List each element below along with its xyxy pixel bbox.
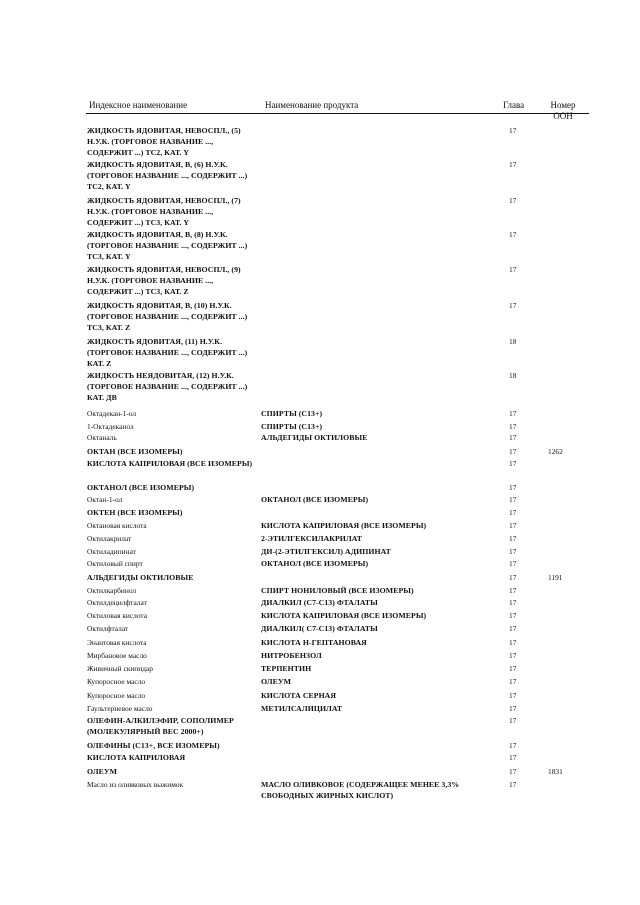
product-name-cell: СПИРТЫ (С13+) [261, 409, 323, 418]
header-index-name: Индексное наименование [89, 100, 188, 110]
index-name-cell: Мирбановое масло [87, 651, 147, 660]
chapter-cell: 17 [509, 521, 517, 530]
index-name-cell: ОЛЕУМ [87, 767, 118, 776]
product-name-cell: АЛЬДЕГИДЫ ОКТИЛОВЫЕ [261, 433, 368, 442]
index-name-cell: КИСЛОТА КАПРИЛОВАЯ (ВСЕ ИЗОМЕРЫ) [87, 459, 253, 468]
un-number-cell: 1191 [548, 573, 563, 582]
product-name-cell: КИСЛОТА КАПРИЛОВАЯ (ВСЕ ИЗОМЕРЫ) [261, 611, 427, 620]
product-name-cell: ТЕРПЕНТИН [261, 664, 312, 673]
index-name-cell: Октилкарбинол [87, 586, 137, 595]
chapter-cell: 17 [509, 422, 517, 431]
chapter-cell: 17 [509, 126, 517, 135]
chapter-cell: 17 [509, 691, 517, 700]
chapter-cell: 17 [509, 160, 517, 169]
index-name-cell: 1-Октадеканол [87, 422, 134, 431]
chapter-cell: 17 [509, 780, 517, 789]
index-name-cell: Масло из оливковых выжимок [87, 780, 184, 789]
product-name-cell: КИСЛОТА Н-ГЕПТАНОВАЯ [261, 638, 367, 647]
index-name-cell: Купоросное масло [87, 677, 146, 686]
chapter-cell: 17 [509, 483, 517, 492]
chapter-cell: 17 [509, 598, 517, 607]
index-name-cell: Живичный скипидар [87, 664, 153, 673]
index-name-cell: ОЛЕФИН-АЛКИЛЭФИР, СОПОЛИМЕР (МОЛЕКУЛЯРНЫЙ ВЕС 2000+) [87, 716, 234, 736]
chapter-cell: 17 [509, 624, 517, 633]
index-name-cell: Октилфталат [87, 624, 129, 633]
chapter-cell: 17 [509, 753, 517, 762]
index-name-cell: Октилдецилфталат [87, 598, 147, 607]
chapter-cell: 17 [509, 547, 517, 556]
chapter-cell: 17 [509, 716, 517, 725]
index-name-cell: ОЛЕФИНЫ (С13+, ВСЕ ИЗОМЕРЫ) [87, 741, 220, 750]
index-name-cell: ОКТЕН (ВСЕ ИЗОМЕРЫ) [87, 508, 183, 517]
product-name-cell: ОЛЕУМ [261, 677, 292, 686]
product-name-cell: МАСЛО ОЛИВКОВОЕ (СОДЕРЖАЩЕЕ МЕНЕЕ 3,3% СВОБОДНЫХ ЖИРНЫХ КИСЛОТ) [261, 780, 460, 800]
index-name-cell: Гаультериевое масло [87, 704, 153, 713]
index-name-cell: ЖИДКОСТЬ ЯДОВИТАЯ, НЕВОСПЛ., (7) Н.У.К. (ТОРГОВОЕ НАЗВАНИЕ ..., СОДЕРЖИТ ...) ТС3, КАТ. Y [87, 196, 241, 227]
index-name-cell: Октановая кислота [87, 521, 147, 530]
index-name-cell: КИСЛОТА КАПРИЛОВАЯ [87, 753, 186, 762]
index-name-cell: Октаналь [87, 433, 117, 442]
index-name-cell: Купоросное масло [87, 691, 146, 700]
index-name-cell: АЛЬДЕГИДЫ ОКТИЛОВЫЕ [87, 573, 194, 582]
chapter-cell: 17 [509, 508, 517, 517]
chapter-cell: 17 [509, 638, 517, 647]
index-name-cell: ЖИДКОСТЬ ЯДОВИТАЯ, НЕВОСПЛ., (5) Н.У.К. (ТОРГОВОЕ НАЗВАНИЕ ..., СОДЕРЖИТ ...) ТС2, КАТ. Y [87, 126, 241, 157]
header-product-name: Наименование продукта [265, 100, 359, 110]
index-name-cell: Октиловая кислота [87, 611, 148, 620]
product-name-cell: ОКТАНОЛ (ВСЕ ИЗОМЕРЫ) [261, 495, 369, 504]
index-name-cell: ЖИДКОСТЬ ЯДОВИТАЯ, В, (10) Н.У.К. (ТОРГОВОЕ НАЗВАНИЕ ..., СОДЕРЖИТ ...) ТС3, КАТ. Z [87, 301, 248, 332]
un-number-cell: 1262 [548, 447, 563, 456]
chapter-cell: 17 [509, 459, 517, 468]
index-name-cell: Октадекан-1-ол [87, 409, 137, 418]
chapter-cell: 17 [509, 409, 517, 418]
chapter-cell: 17 [509, 534, 517, 543]
product-name-cell: КИСЛОТА КАПРИЛОВАЯ (ВСЕ ИЗОМЕРЫ) [261, 521, 427, 530]
chapter-cell: 17 [509, 230, 517, 239]
chapter-cell: 18 [509, 337, 517, 346]
index-name-cell: Октиловый спирт [87, 559, 143, 568]
header-un-number: Номер ООН [550, 100, 576, 121]
index-name-cell: ЖИДКОСТЬ ЯДОВИТАЯ, НЕВОСПЛ., (9) Н.У.К. (ТОРГОВОЕ НАЗВАНИЕ ..., СОДЕРЖИТ ...) ТС3, КАТ. Z [87, 265, 241, 296]
header-chapter: Глава [503, 100, 525, 110]
index-name-cell: ЖИДКОСТЬ НЕЯДОВИТАЯ, (12) Н.У.К. (ТОРГОВОЕ НАЗВАНИЕ ..., СОДЕРЖИТ ...) КАТ. ДВ [87, 371, 248, 402]
chapter-cell: 17 [509, 651, 517, 660]
chapter-cell: 17 [509, 586, 517, 595]
chapter-cell: 17 [509, 767, 517, 776]
index-name-cell: ЖИДКОСТЬ ЯДОВИТАЯ, В, (8) Н.У.К. (ТОРГОВОЕ НАЗВАНИЕ ..., СОДЕРЖИТ ...) ТС3, КАТ. Y [87, 230, 248, 261]
index-name-cell: Энантовая кислота [87, 638, 147, 647]
index-name-cell: Октиладипинат [87, 547, 136, 556]
chapter-cell: 17 [509, 433, 517, 442]
header-rule [86, 113, 589, 114]
chapter-cell: 17 [509, 447, 517, 456]
product-name-cell: КИСЛОТА СЕРНАЯ [261, 691, 337, 700]
product-name-cell: ДИАЛКИЛ( С7-С13) ФТАЛАТЫ [261, 624, 378, 633]
chapter-cell: 17 [509, 664, 517, 673]
product-name-cell: СПИРТ НОНИЛОВЫЙ (ВСЕ ИЗОМЕРЫ) [261, 586, 414, 595]
index-name-cell: Октилакрилат [87, 534, 132, 543]
chapter-cell: 17 [509, 196, 517, 205]
product-name-cell: 2-ЭТИЛГЕКСИЛАКРИЛАТ [261, 534, 362, 543]
index-name-cell: ЖИДКОСТЬ ЯДОВИТАЯ, (11) Н.У.К. (ТОРГОВОЕ НАЗВАНИЕ ..., СОДЕРЖИТ ...) КАТ. Z [87, 337, 248, 368]
un-number-cell: 1831 [548, 767, 563, 776]
product-name-cell: НИТРОБЕНЗОЛ [261, 651, 322, 660]
chapter-cell: 17 [509, 677, 517, 686]
product-name-cell: ДИАЛКИЛ (С7-С13) ФТАЛАТЫ [261, 598, 378, 607]
chapter-cell: 17 [509, 265, 517, 274]
chapter-cell: 17 [509, 704, 517, 713]
product-name-cell: СПИРТЫ (С13+) [261, 422, 323, 431]
product-name-cell: МЕТИЛСАЛИЦИЛАТ [261, 704, 343, 713]
chapter-cell: 17 [509, 559, 517, 568]
index-name-cell: ОКТАН (ВСЕ ИЗОМЕРЫ) [87, 447, 183, 456]
index-name-cell: Октан-1-ол [87, 495, 123, 504]
chapter-cell: 17 [509, 573, 517, 582]
chapter-cell: 17 [509, 611, 517, 620]
chapter-cell: 17 [509, 741, 517, 750]
index-name-cell: ЖИДКОСТЬ ЯДОВИТАЯ, В, (6) Н.У.К. (ТОРГОВОЕ НАЗВАНИЕ ..., СОДЕРЖИТ ...) ТС2, КАТ. Y [87, 160, 248, 191]
chapter-cell: 17 [509, 301, 517, 310]
product-name-cell: ДИ-(2-ЭТИЛГЕКСИЛ) АДИПИНАТ [261, 547, 391, 556]
chapter-cell: 17 [509, 495, 517, 504]
chapter-cell: 18 [509, 371, 517, 380]
index-name-cell: ОКТАНОЛ (ВСЕ ИЗОМЕРЫ) [87, 483, 195, 492]
product-name-cell: ОКТАНОЛ (ВСЕ ИЗОМЕРЫ) [261, 559, 369, 568]
